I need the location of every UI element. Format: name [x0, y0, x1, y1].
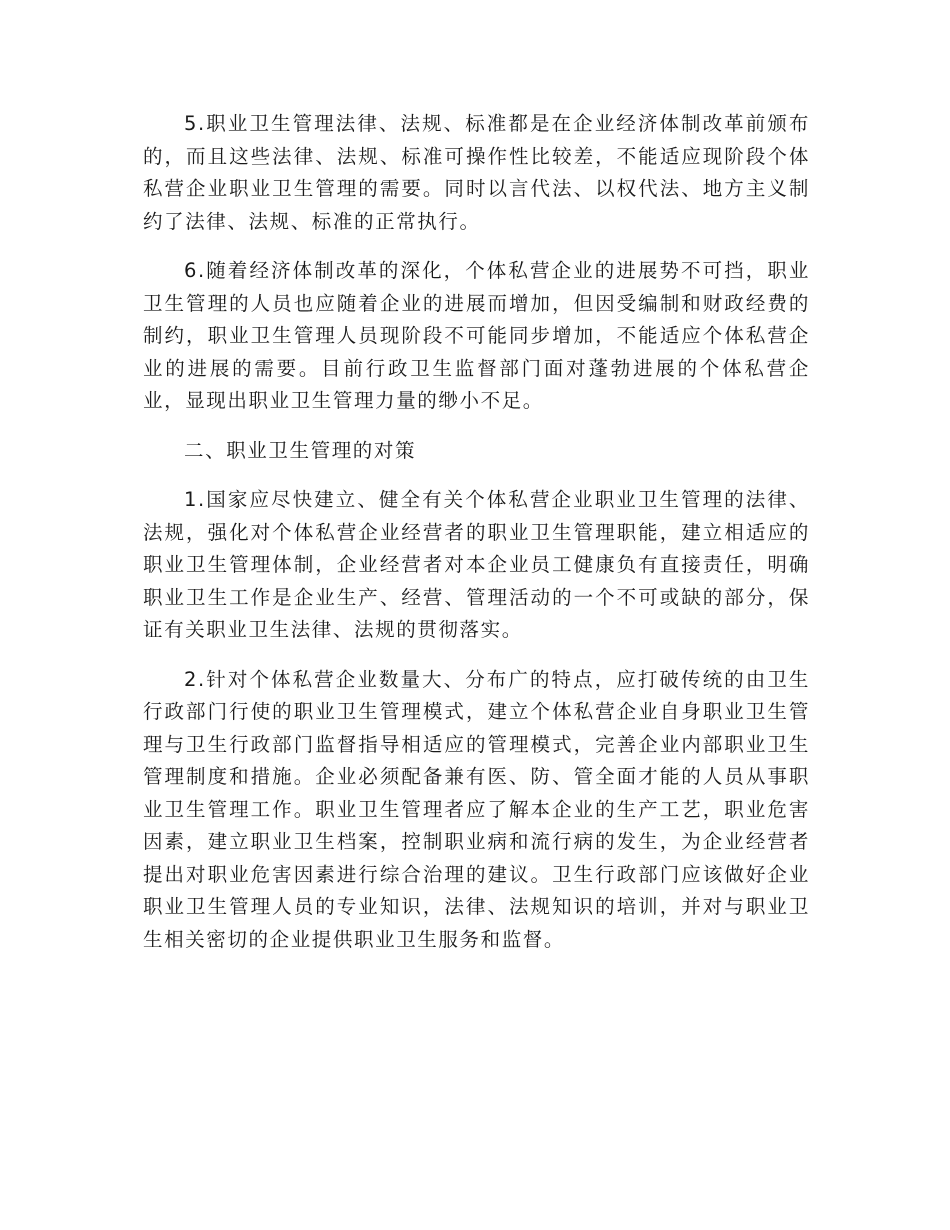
- section-heading: 二、职业卫生管理的对策: [184, 438, 417, 462]
- paragraph-measure-1: 1.国家应尽快建立、健全有关个体私营企业职业卫生管理的法律、法规，强化对个体私营企业经营者的职业卫生管理职能，建立相适应的职业卫生管理体制，企业经营者对本企业员工健康负有直接责任，明确职业卫生工作是企业生产、经营、管理活动的一个不可或缺的部分，保证有关职业卫生法律、法规的贯彻落实。: [143, 488, 810, 641]
- paragraph-measure-2: 2.针对个体私营企业数量大、分布广的特点，应打破传统的由卫生行政部门行使的职业卫生管理模式，建立个体私营企业自身职业卫生管理与卫生行政部门监督指导相适应的管理模式，完善企业内部职业卫生管理制度和措施。企业必须配备兼有医、防、管全面才能的人员从事职业卫生管理工作。职业卫生管理者应了解本企业的生产工艺，职业危害因素，建立职业卫生档案，控制职业病和流行病的发生，为企业经营者提出对职业危害因素进行综合治理的建议。卫生行政部门应该做好企业职业卫生管理人员的专业知识，法律、法规知识的培训，并对与职业卫生相关密切的企业提供职业卫生服务和监督。: [143, 667, 810, 951]
- paragraph-item-5: 5.职业卫生管理法律、法规、标准都是在企业经济体制改革前颁布的，而且这些法律、法规、标准可操作性比较差，不能适应现阶段个体私营企业职业卫生管理的需要。同时以言代法、以权代法、地方主义制约了法律、法规、标准的正常执行。: [143, 112, 810, 233]
- paragraph-item-6: 6.随着经济体制改革的深化，个体私营企业的进展势不可挡，职业卫生管理的人员也应随着企业的进展而增加，但因受编制和财政经费的制约，职业卫生管理人员现阶段不可能同步增加，不能适应个体私营企业的进展的需要。目前行政卫生监督部门面对蓬勃进展的个体私营企业，显现出职业卫生管理力量的缈小不足。: [143, 259, 810, 412]
